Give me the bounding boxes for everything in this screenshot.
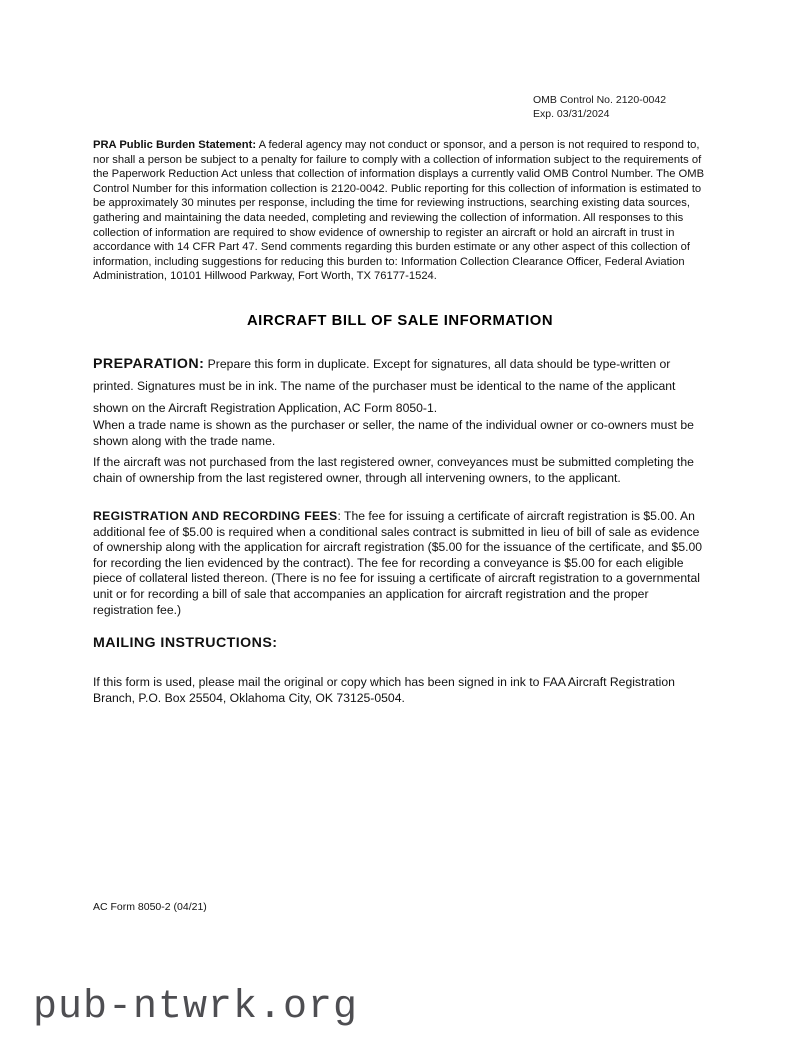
pra-public-burden-statement [93,138,707,284]
omb-control-block [533,94,666,121]
preparation-heading: PREPARATION: [93,356,205,372]
pra-statement-label: PRA Public Burden Statement: [93,139,257,151]
mailing-instructions-body: If this form is used, please mail the original or copy which has been signed in ink to FAA Aircraft Registration Branch, P.O. Box 25504, Oklahoma City, OK 73125-0504. [93,675,675,705]
fees-body: : The fee for issuing a certificate of aircraft registration is $5.00. An additional fee of $5.00 is required when a conditional sales contract is submitted in lieu of bill of sale as evidence of ownership along with the application for aircraft registration ($5.00 for the issuance of the certificate, and $5.00 for recording the lien evidenced by the contract). The fee for recording a conveyance is $5.00 for each eligible piece of collateral listed thereon. (There is no fee for issuing a certificate of aircraft registration to a governmental unit or for recording a bill of sale that accompanies an application for aircraft registration and the proper registration fee.) [93,509,703,617]
fees-heading: REGISTRATION AND RECORDING FEES [93,509,338,523]
chain-of-ownership-paragraph: If the aircraft was not purchased from the last registered owner, conveyances must be submitted completing the chain of ownership from the last registered owner, through all intervening owners, to the applicant. [93,455,694,485]
pra-statement-body: A federal agency may not conduct or sponsor, and a person is not required to respond to, nor shall a person be subject to a penalty for failure to comply with a collection of information subject to the requirements of the Paperwork Reduction Act unless that collection of information displays a currently valid OMB Control Number. The OMB Control Number for this information collection is 2120-0042. Public reporting for this collection of information is estimated to be approximately 30 minutes per response, including the time for reviewing instructions, searching existing data sources, gathering and maintaining the data needed, completing and reviewing the collection of information. All responses to this collection of information are required to show evidence of ownership to register an aircraft or hold an aircraft in trust in accordance with 14 CFR Part 47. Send comments regarding this burden estimate or any other aspect of this collection of information, including suggestions for reducing this burden to: Information Collection Clearance Officer, Federal Aviation Administration, 10101 Hillwood Parkway, Fort Worth, TX 76177-1524. [93,139,705,283]
omb-control-number: OMB Control No. 2120-0042 [533,94,667,106]
page-title: AIRCRAFT BILL OF SALE INFORMATION [246,313,554,329]
trade-name-paragraph: When a trade name is shown as the purchaser or seller, the name of the individual owner or co-owners must be shown along with the trade name. [93,418,694,448]
mailing-instructions-heading: MAILING INSTRUCTIONS: [93,635,278,651]
watermark: pub-ntwrk.org [33,985,359,1030]
preparation-section [93,353,707,419]
registration-and-recording-fees-section [93,509,707,618]
preparation-body: Prepare this form in duplicate. Except for signatures, all data should be type-written or printed. Signatures must be in ink. The name of the purchaser must be identical to the name of the applicant shown on the Aircraft Registration Application, AC Form 8050-1. [93,357,676,415]
form-number: AC Form 8050-2 (04/21) [93,901,207,913]
omb-expiration-date: Exp. 03/31/2024 [533,107,610,120]
